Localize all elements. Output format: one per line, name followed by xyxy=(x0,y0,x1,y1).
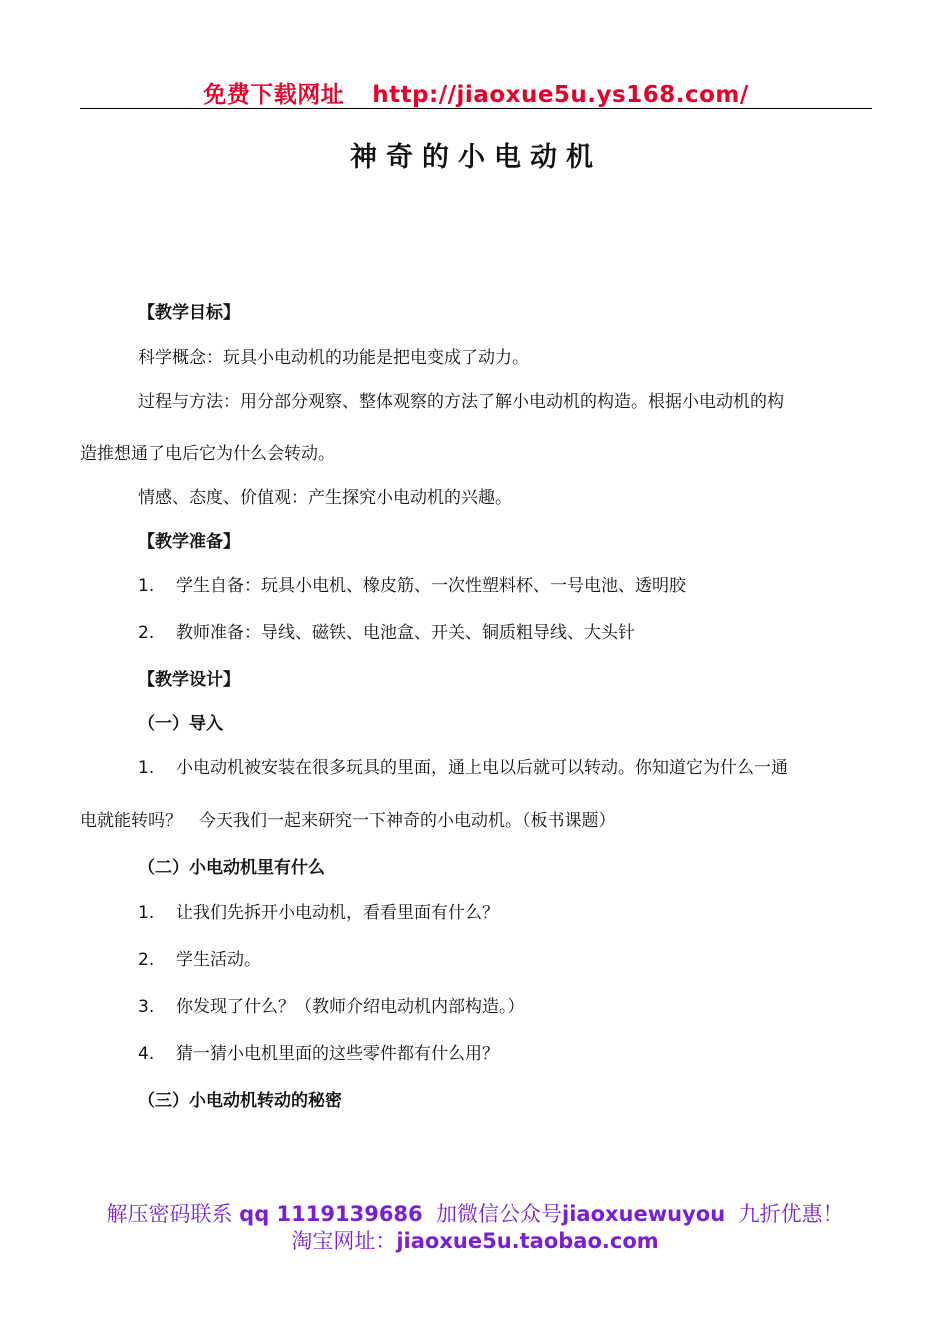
footer-password-label: 解压密码联系 xyxy=(106,1202,233,1226)
prep-item-2 xyxy=(138,618,872,643)
part1-item-1-cont: 电就能转吗？ 今天我们一起来研究一下神奇的小电动机。（板书课题） xyxy=(80,811,616,831)
part2-item-2 xyxy=(138,945,872,970)
list-number: 2. xyxy=(138,950,155,970)
footer-wechat-id: jiaoxuewuyou xyxy=(562,1202,726,1226)
page-title: 神奇的小电动机 xyxy=(350,142,602,173)
footer-taobao-link[interactable]: jiaoxue5u.taobao.com xyxy=(396,1229,659,1253)
list-number: 3. xyxy=(138,997,155,1017)
footer-taobao-label: 淘宝网址： xyxy=(291,1229,397,1253)
download-label: 免费下载网址 xyxy=(203,82,345,108)
list-number: 4. xyxy=(138,1044,155,1064)
prep-item-1 xyxy=(138,571,872,596)
header-rule xyxy=(80,108,872,109)
footer-qq: qq 1119139686 xyxy=(239,1202,423,1226)
part2-heading: （二）小电动机里有什么 xyxy=(138,858,325,878)
list-number: 1. xyxy=(138,903,155,923)
goal-concept: 科学概念：玩具小电动机的功能是把电变成了动力。 xyxy=(138,348,529,368)
design-heading: 【教学设计】 xyxy=(138,670,240,690)
list-item-text: 你发现了什么？（教师介绍电动机内部构造。） xyxy=(176,997,525,1017)
goals-heading: 【教学目标】 xyxy=(138,303,240,323)
goal-process-line1: 过程与方法：用分部分观察、整体观察的方法了解小电动机的构造。根据小电动机的构 xyxy=(138,392,784,412)
part1-heading: （一）导入 xyxy=(138,714,223,734)
list-item-text: 猜一猜小电机里面的这些零件都有什么用？ xyxy=(176,1044,499,1064)
part3-heading: （三）小电动机转动的秘密 xyxy=(138,1091,342,1111)
part2-item-4 xyxy=(138,1039,872,1064)
download-header xyxy=(80,76,872,109)
part2-item-1 xyxy=(138,898,872,923)
footer-wechat-label: 加微信公众号 xyxy=(436,1202,563,1226)
list-item-text: 小电动机被安装在很多玩具的里面，通上电以后就可以转动。你知道它为什么一通 xyxy=(176,758,788,778)
part1-item-1 xyxy=(138,753,872,778)
footer-discount: 九折优惠！ xyxy=(738,1202,844,1226)
goal-process-line2: 造推想通了电后它为什么会转动。 xyxy=(80,444,335,464)
download-url-link[interactable]: http://jiaoxue5u.ys168.com/ xyxy=(372,82,749,108)
list-number: 1. xyxy=(138,758,155,778)
list-number: 1. xyxy=(138,576,155,596)
list-item-text: 让我们先拆开小电动机，看看里面有什么？ xyxy=(176,903,499,923)
prep-heading: 【教学准备】 xyxy=(138,532,240,552)
part2-item-3 xyxy=(138,992,872,1017)
list-item-text: 教师准备：导线、磁铁、电池盒、开关、铜质粗导线、大头针 xyxy=(176,623,635,643)
list-item-text: 学生自备：玩具小电机、橡皮筋、一次性塑料杯、一号电池、透明胶 xyxy=(176,576,686,596)
footer-taobao-line xyxy=(0,1225,950,1255)
list-item-text: 学生活动。 xyxy=(176,950,261,970)
goal-attitude: 情感、态度、价值观：产生探究小电动机的兴趣。 xyxy=(138,488,512,508)
footer-contact-line xyxy=(0,1198,950,1228)
list-number: 2. xyxy=(138,623,155,643)
